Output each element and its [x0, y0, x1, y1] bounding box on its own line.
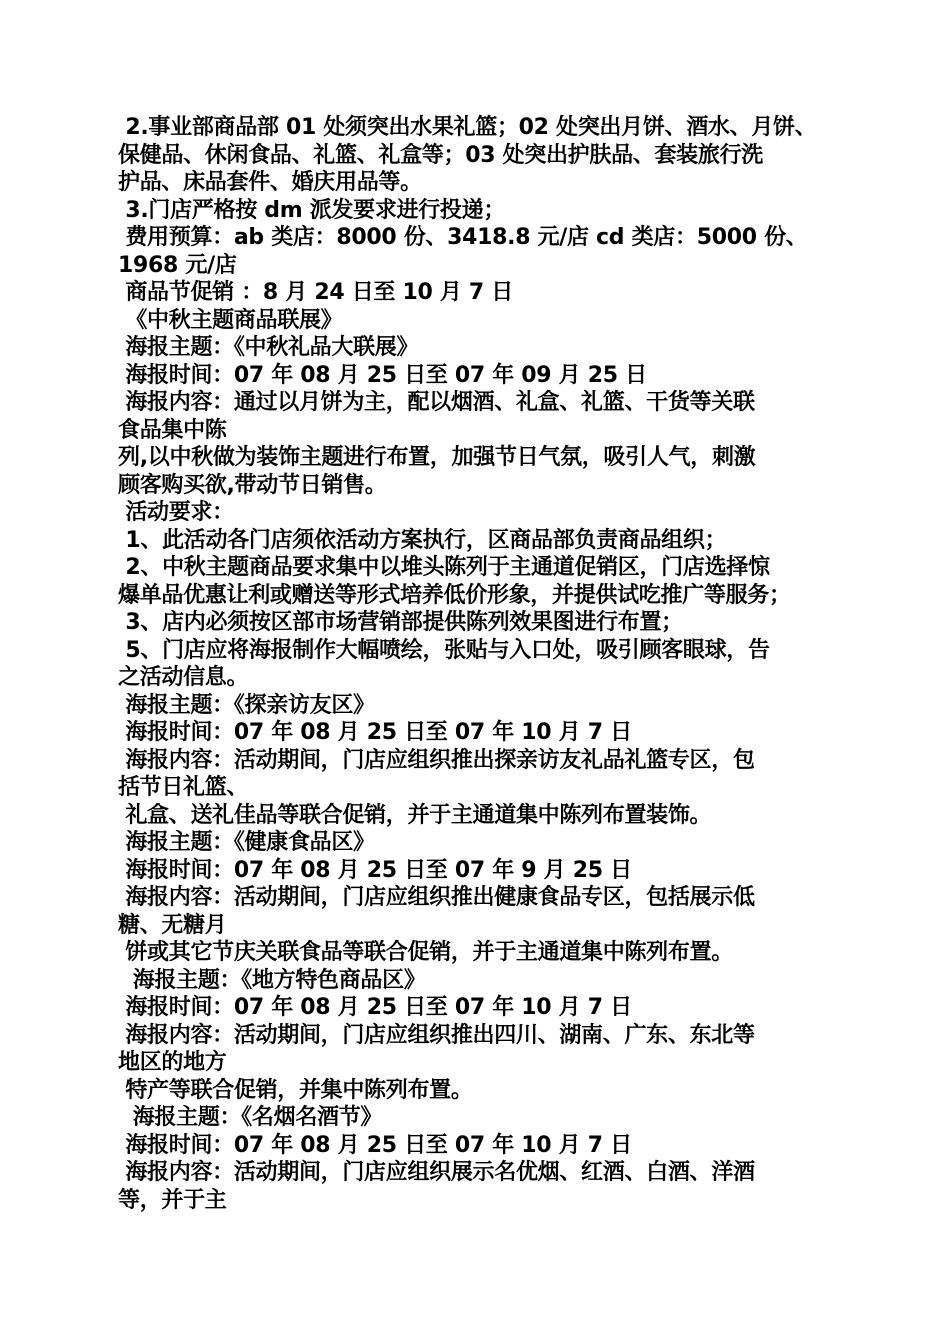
text-line: 列,以中秋做为装饰主题进行布置，加强节日气氛，吸引人气，刺激 — [118, 445, 756, 470]
text-line: 海报时间：07 年 08 月 25 日至 07 年 10 月 7 日 — [118, 995, 632, 1020]
text-line: 5、门店应将海报制作大幅喷绘，张贴与入口处，吸引顾客眼球，告 — [118, 637, 770, 663]
text-line: 2、中秋主题商品要求集中以堆头陈列于主通道促销区，门店选择惊 — [118, 555, 770, 580]
text-line: 海报主题：《中秋礼品大联展》 — [118, 335, 419, 360]
text-line: 2.事业部商品部 01 处须突出水果礼篮；02 处突出月饼、酒水、月饼、 — [118, 115, 817, 140]
text-line: 海报时间：07 年 08 月 25 日至 07 年 9 月 25 日 — [118, 857, 632, 883]
text-line: 食品集中陈 — [118, 417, 227, 443]
text-line: 海报内容：活动期间，门店应组织推出健康食品专区，包括展示低 — [118, 885, 755, 910]
text-line: 海报内容：活动期间，门店应组织推出探亲访友礼品礼篮专区，包 — [118, 747, 755, 773]
text-line: 3.门店严格按 dm 派发要求进行投递； — [118, 197, 506, 223]
text-line: 1、此活动各门店须依活动方案执行，区商品部负责商品组织； — [118, 527, 727, 553]
text-line: 海报主题：《名烟名酒节》 — [118, 1105, 383, 1130]
text-line: 之活动信息。 — [118, 665, 249, 690]
text-line: 爆单品优惠让利或赠送等形式培养低价形象，并提供试吃推广等服务； — [118, 582, 791, 608]
text-line: 海报时间：07 年 08 月 25 日至 07 年 10 月 7 日 — [118, 720, 632, 745]
text-line: 保健品、休闲食品、礼篮、礼盒等；03 处突出护肤品、套装旅行洗 — [118, 142, 763, 168]
text-line: 顾客购买欲,带动节日销售。 — [118, 472, 387, 498]
text-line: 海报主题：《健康食品区》 — [118, 830, 375, 855]
text-line: 海报内容：通过以月饼为主，配以烟酒、礼盒、礼篮、干货等关联 — [118, 390, 755, 415]
text-line: 饼或其它节庆关联食品等联合促销，并于主通道集中陈列布置。 — [118, 940, 733, 965]
text-line: 费用预算：ab 类店：8000 份、3418.8 元/店 cd 类店：5000 份、 — [118, 225, 808, 250]
text-line: 礼盒、送礼佳品等联合促销，并于主通道集中陈列布置装饰。 — [118, 802, 712, 828]
text-line: 海报内容：活动期间，门店应组织展示名优烟、红酒、白酒、洋酒 — [118, 1160, 755, 1185]
text-line: 特产等联合促销，并集中陈列布置。 — [118, 1077, 473, 1103]
text-line: 护品、床品套件、婚庆用品等。 — [118, 170, 422, 195]
text-line: 地区的地方 — [118, 1050, 227, 1075]
text-line: 1968 元/店 — [118, 252, 237, 278]
document-body — [118, 114, 848, 1214]
section-title: 《中秋主题商品联展》 — [118, 307, 343, 333]
text-line: 括节日礼篮、 — [118, 775, 249, 800]
text-line: 海报时间：07 年 08 月 25 日至 07 年 09 月 25 日 — [118, 362, 647, 388]
text-line: 海报内容：活动期间，门店应组织推出四川、湖南、广东、东北等 — [118, 1022, 755, 1048]
text-line: 商品节促销 ：8 月 24 日至 10 月 7 日 — [118, 280, 513, 305]
text-line: 海报时间：07 年 08 月 25 日至 07 年 10 月 7 日 — [118, 1132, 632, 1158]
text-line: 糖、无糖月 — [118, 912, 227, 938]
text-line: 海报主题：《地方特色商品区》 — [118, 967, 426, 993]
text-line: 活动要求： — [118, 500, 234, 525]
text-line: 3、店内必须按区部市场营销部提供陈列效果图进行布置； — [118, 610, 683, 635]
text-line: 海报主题：《探亲访友区》 — [118, 692, 375, 718]
text-line: 等，并于主 — [118, 1187, 227, 1213]
